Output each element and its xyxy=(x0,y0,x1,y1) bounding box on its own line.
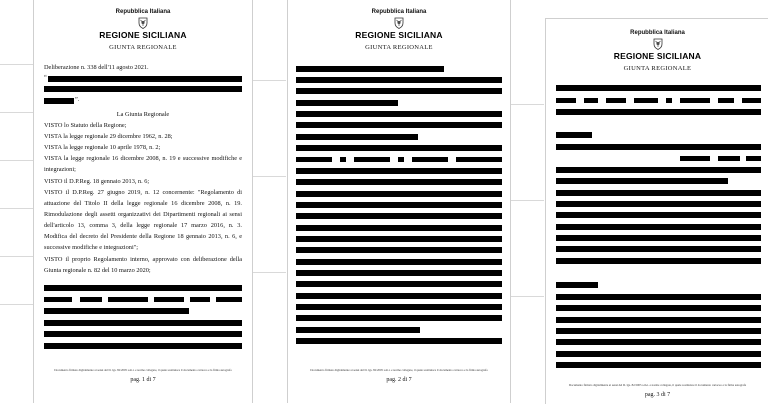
redaction-bar xyxy=(296,100,398,106)
redaction-bar xyxy=(340,157,346,162)
redaction-bar xyxy=(556,224,761,230)
redaction-bar xyxy=(556,282,598,288)
text-line: dell'articolo 13, comma 3, della legge regionale 17 marzo 2016, n. 3. xyxy=(44,222,242,229)
margin-rule xyxy=(0,256,33,257)
redaction-bar xyxy=(718,156,740,161)
redaction-bar xyxy=(556,339,761,345)
redaction-bar xyxy=(556,328,761,334)
section-title: La Giunta Regionale xyxy=(116,111,170,118)
redaction-bar xyxy=(584,98,598,103)
redaction-bar xyxy=(556,258,761,264)
redaction-bar xyxy=(742,98,761,103)
redaction-bar xyxy=(556,167,761,173)
margin-rule xyxy=(0,112,33,113)
page-header xyxy=(546,30,768,72)
text-line: VISTO il D.P.Reg. 18 gennaio 2013, n. 6; xyxy=(44,178,150,185)
redaction-bar xyxy=(296,225,502,231)
redaction-bar xyxy=(412,157,448,162)
redaction-bar xyxy=(556,294,761,300)
region-title: REGIONE SICILIANA xyxy=(355,30,443,40)
redaction-bar xyxy=(456,157,502,162)
page-number: pag. 3 di 7 xyxy=(644,392,671,398)
redaction-bar xyxy=(296,168,502,174)
margin-rule xyxy=(0,160,33,161)
redaction-bar xyxy=(296,111,502,117)
redaction-bar xyxy=(44,98,74,104)
giunta-label: GIUNTA REGIONALE xyxy=(623,65,692,72)
text-line: VISTO il D.P.Reg. 27 giugno 2019, n. 12 concernente: "Regolamento di xyxy=(44,189,242,196)
redaction-bar xyxy=(44,343,242,349)
republic-label: Repubblica Italiana xyxy=(371,9,427,15)
page-header xyxy=(34,9,252,51)
redaction-bar xyxy=(556,212,761,218)
redaction-bar xyxy=(296,236,502,242)
redaction-bar xyxy=(296,179,502,185)
redaction-bar xyxy=(634,98,658,103)
text-line: VISTA la legge regionale 10 aprile 1978, n. 2; xyxy=(44,144,161,151)
redaction-bar xyxy=(296,134,418,140)
redaction-bar xyxy=(666,98,672,103)
redaction-bar xyxy=(44,86,242,92)
region-title: REGIONE SICILIANA xyxy=(613,51,702,61)
redaction-bar xyxy=(556,132,592,138)
redaction-bar xyxy=(606,98,626,103)
sicily-crest-icon xyxy=(137,17,149,29)
quote-close: ”. xyxy=(75,96,80,103)
redaction-bar xyxy=(296,77,502,83)
margin-rule xyxy=(0,304,33,305)
redaction-bar xyxy=(556,190,761,196)
text-line: Rimodulazione degli assetti organizzativi dei Dipartimenti regionali ai sensi xyxy=(44,211,242,218)
text-line: Modifica del decreto del Presidente della Regione 18 gennaio 2013, n. 6, e xyxy=(44,233,242,240)
redaction-bar xyxy=(556,144,761,150)
text-line: VISTA la legge regionale 16 dicembre 2008, n. 19 e successive modifiche e xyxy=(44,155,242,162)
redaction-bar xyxy=(556,246,761,252)
margin-rule xyxy=(510,296,544,297)
redaction-bar xyxy=(296,338,502,344)
redaction-bar xyxy=(746,156,761,161)
redaction-bar xyxy=(556,317,761,323)
text-line: VISTO lo Statuto della Regione; xyxy=(44,122,127,129)
margin-rule xyxy=(252,80,286,81)
digital-signature-note: Documento firmato digitalmente ai sensi del D. lgs. 82/2005 s.m.i. e norme collegate, il quale sostituisce il documento cartaceo e la firma autografa xyxy=(568,383,747,387)
deliberation-number: Deliberazione n. 338 dell'11 agosto 2021. xyxy=(44,64,149,71)
text-line: Giunta regionale n. 82 del 10 marzo 2020; xyxy=(44,267,151,274)
text-line: VISTA la legge regionale 29 dicembre 1962, n. 28; xyxy=(44,133,173,140)
redaction-bar xyxy=(556,85,761,91)
redaction-bar xyxy=(296,202,502,208)
redaction-bar xyxy=(556,305,761,311)
redaction-bar xyxy=(296,293,502,299)
redaction-bar xyxy=(556,201,761,207)
redaction-bar xyxy=(398,157,404,162)
republic-label: Repubblica Italiana xyxy=(115,9,171,15)
redaction-bar xyxy=(680,98,710,103)
page-number: pag. 1 di 7 xyxy=(130,377,156,383)
redaction-bar xyxy=(216,297,242,302)
text-line: successive modifiche e integrazioni"; xyxy=(44,244,139,251)
redaction-bar xyxy=(296,157,332,162)
redaction-bar xyxy=(44,285,242,291)
redaction-bar xyxy=(44,320,242,326)
text-line: VISTO il proprio Regolamento interno, approvato con deliberazione della xyxy=(44,256,242,263)
redaction-bar xyxy=(718,98,734,103)
redaction-bar xyxy=(556,178,728,184)
giunta-label: GIUNTA REGIONALE xyxy=(365,44,433,51)
margin-rule xyxy=(0,208,33,209)
margin-rule xyxy=(510,104,544,105)
redaction-bar xyxy=(154,297,184,302)
redaction-bar xyxy=(296,247,502,253)
redaction-bar xyxy=(296,122,502,128)
redaction-bar xyxy=(80,297,102,302)
redaction-bar xyxy=(680,156,710,161)
redaction-bar xyxy=(190,297,210,302)
sicily-crest-icon xyxy=(652,38,664,50)
digital-signature-note: Documento firmato digitalmente ai sensi del D. lgs. 82/2005 s.m.i. e norme collegate, il quale sostituisce il documento cartaceo e la firma autografa xyxy=(310,368,488,372)
region-title: REGIONE SICILIANA xyxy=(99,30,187,40)
redaction-bar xyxy=(48,76,242,82)
redaction-bar xyxy=(296,270,502,276)
redaction-bar xyxy=(296,145,502,151)
redaction-bar xyxy=(296,259,502,265)
margin-rule xyxy=(252,272,286,273)
document-page-1 xyxy=(33,0,253,403)
giunta-label: GIUNTA REGIONALE xyxy=(109,44,177,51)
quote-open: “ xyxy=(44,74,47,81)
margin-rule xyxy=(510,200,544,201)
document-page-3 xyxy=(545,18,768,404)
redaction-bar xyxy=(296,304,502,310)
sicily-crest-icon xyxy=(393,17,405,29)
margin-rule xyxy=(0,64,33,65)
redaction-bar xyxy=(296,213,502,219)
digital-signature-note: Documento firmato digitalmente ai sensi del D. lgs. 82/2005 s.m.i. e norme collegate, il quale sostituisce il documento cartaceo e la firma autografa xyxy=(54,368,232,372)
redaction-bar xyxy=(556,109,761,115)
republic-label: Repubblica Italiana xyxy=(630,30,685,36)
redaction-bar xyxy=(296,315,502,321)
redaction-bar xyxy=(108,297,148,302)
redaction-bar xyxy=(556,362,761,368)
margin-rule xyxy=(252,176,286,177)
page-number: pag. 2 di 7 xyxy=(386,377,412,383)
page-header xyxy=(288,9,510,51)
redaction-bar xyxy=(296,88,502,94)
redaction-bar xyxy=(296,327,420,333)
redaction-bar xyxy=(296,191,502,197)
redaction-bar xyxy=(296,281,502,287)
redaction-bar xyxy=(556,351,761,357)
redaction-bar xyxy=(556,98,576,103)
document-page-2 xyxy=(287,0,511,403)
redaction-bar xyxy=(296,66,444,72)
redaction-bar xyxy=(44,331,242,337)
text-line: integrazioni; xyxy=(44,166,76,173)
redaction-bar xyxy=(354,157,390,162)
redaction-bar xyxy=(44,297,72,302)
redaction-bar xyxy=(44,308,189,314)
text-line: attuazione del Titolo II della legge regionale 16 dicembre 2008, n. 19. xyxy=(44,200,242,207)
redaction-bar xyxy=(556,235,761,241)
